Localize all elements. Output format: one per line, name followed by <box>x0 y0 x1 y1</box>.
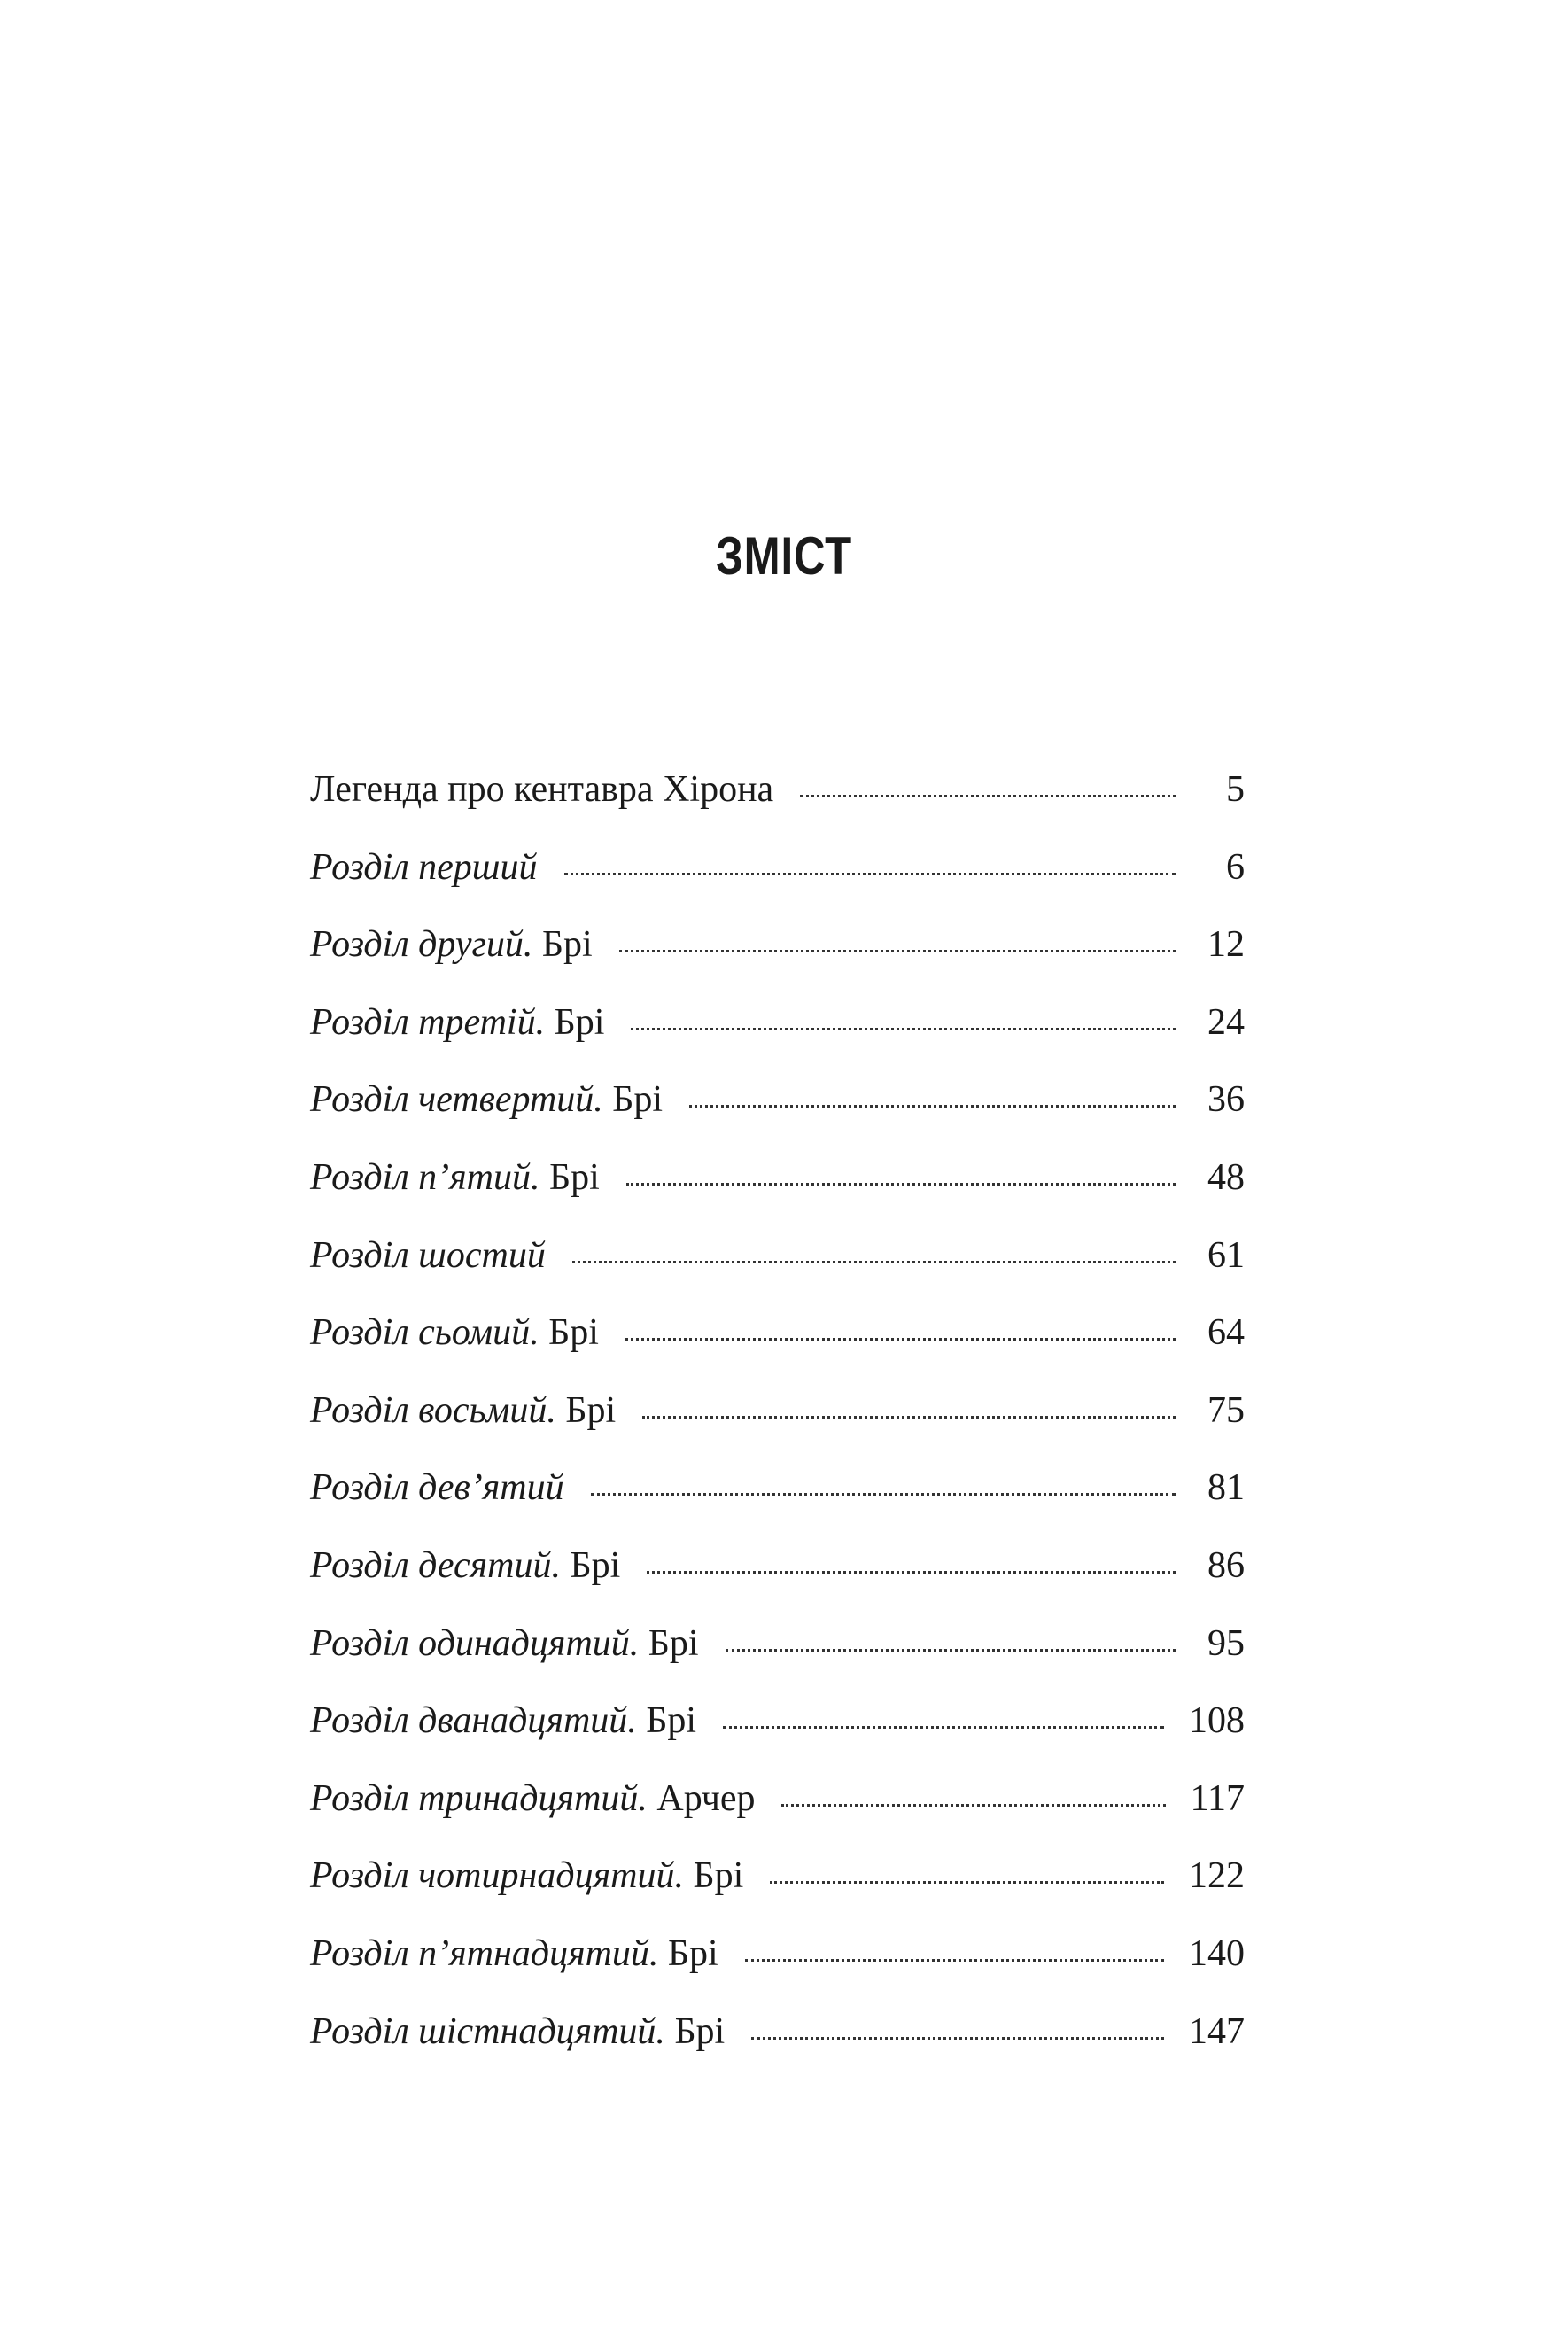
toc-entry-text: Брі <box>539 1156 600 1198</box>
toc-page-number: 5 <box>1226 769 1245 810</box>
dot-leader <box>745 1959 1164 1962</box>
toc-entry-text: Арчер <box>647 1777 756 1819</box>
toc-entry-label <box>310 1389 617 1431</box>
toc-entry-italic: Розділ тринадцятий. <box>310 1777 648 1819</box>
toc-page-number: 48 <box>1207 1156 1245 1198</box>
toc-entry[interactable] <box>310 1314 1245 1392</box>
toc-entry-text: Брі <box>545 1001 605 1043</box>
toc-entry-label <box>310 924 593 966</box>
dot-leader <box>625 1338 1176 1341</box>
dot-leader <box>572 1261 1176 1263</box>
toc-entry-label <box>310 1467 564 1509</box>
toc-entry-italic: Розділ восьмий. <box>310 1389 556 1431</box>
dot-leader <box>723 1726 1164 1729</box>
toc-entry-italic: Розділ п’ятнадцятий. <box>310 1932 659 1974</box>
toc-page-number: 24 <box>1207 1001 1245 1043</box>
toc-page-number: 147 <box>1189 2010 1245 2052</box>
toc-page-number: 86 <box>1207 1544 1245 1586</box>
toc-page-number: 95 <box>1207 1622 1245 1664</box>
toc-entry-text: Легенда про кентавра Хірона <box>310 769 774 810</box>
toc-entry-text: Брі <box>532 924 593 966</box>
toc-entry-label <box>310 771 773 808</box>
toc-entry-italic: Розділ третій. <box>310 1001 546 1043</box>
toc-entry[interactable] <box>310 1702 1245 1780</box>
toc-entry-italic: Розділ десятий. <box>310 1544 561 1586</box>
toc-page-number: 61 <box>1207 1234 1245 1276</box>
dot-leader <box>626 1183 1176 1186</box>
toc-entry-label <box>310 1234 546 1276</box>
toc-entry[interactable] <box>310 926 1245 1004</box>
toc-entry[interactable] <box>310 1234 1245 1315</box>
toc-entry-label <box>310 2010 726 2052</box>
toc-entry-text: Брі <box>664 2010 726 2052</box>
toc-entry-italic: Розділ перший <box>310 846 538 888</box>
dot-leader <box>726 1649 1176 1652</box>
toc-entry-italic: Розділ чотирнадцятий. <box>310 1855 684 1897</box>
toc-entry-italic: Розділ сьомий. <box>310 1312 539 1354</box>
toc-entry-italic: Розділ шістнадцятий. <box>310 2010 665 2052</box>
dot-leader <box>564 873 1176 875</box>
toc-entry-label <box>310 1001 605 1043</box>
toc-entry-italic: Розділ четвертий. <box>310 1079 603 1121</box>
toc-entry-text: Брі <box>683 1855 744 1897</box>
toc-entry-text: Брі <box>561 1544 621 1586</box>
toc-page-number: 108 <box>1189 1700 1245 1742</box>
dot-leader <box>800 795 1176 797</box>
toc-entry[interactable] <box>310 771 1245 849</box>
toc-page-number: 75 <box>1207 1389 1245 1431</box>
toc-entry[interactable] <box>310 1469 1245 1547</box>
toc-entry-label <box>310 1700 697 1742</box>
toc-entry[interactable] <box>310 1622 1245 1703</box>
dot-leader <box>591 1493 1176 1496</box>
dot-leader <box>619 950 1176 952</box>
dot-leader <box>642 1416 1176 1419</box>
toc-entry-label <box>310 1156 600 1198</box>
toc-entry[interactable] <box>310 1001 1245 1082</box>
toc-entry-label <box>310 846 538 888</box>
toc-entry[interactable] <box>310 1156 1245 1237</box>
toc-entry[interactable] <box>310 1857 1245 1935</box>
toc-page-number: 81 <box>1207 1467 1245 1509</box>
toc-entry-label <box>310 1312 599 1354</box>
toc-entry-italic: Розділ п’ятий. <box>310 1156 540 1198</box>
table-of-contents <box>310 771 1245 2090</box>
page-title: ЗМІСТ <box>716 526 852 586</box>
toc-entry-label <box>310 1544 621 1586</box>
toc-page-number: 117 <box>1190 1777 1245 1819</box>
toc-entry-label <box>310 1777 756 1819</box>
toc-entry-text: Брі <box>639 1622 699 1664</box>
toc-entry-italic: Розділ дев’ятий <box>310 1467 564 1509</box>
dot-leader <box>751 2037 1164 2040</box>
toc-entry-italic: Розділ другий. <box>310 924 533 966</box>
toc-entry-label <box>310 1079 664 1121</box>
dot-leader <box>647 1571 1176 1574</box>
toc-entry[interactable] <box>310 1777 1245 1858</box>
toc-entry-text: Брі <box>658 1932 718 1974</box>
toc-page-number: 64 <box>1207 1312 1245 1354</box>
toc-page-number: 140 <box>1189 1932 1245 1974</box>
dot-leader <box>631 1028 1176 1030</box>
toc-page-number: 12 <box>1207 924 1245 966</box>
toc-entry-italic: Розділ шостий <box>310 1234 546 1276</box>
toc-page-number: 6 <box>1226 846 1245 888</box>
toc-entry-label <box>310 1622 699 1664</box>
toc-entry-text: Брі <box>602 1079 664 1121</box>
toc-entry[interactable] <box>310 2010 1245 2091</box>
toc-entry-label <box>310 1932 718 1974</box>
toc-entry[interactable] <box>310 1389 1245 1470</box>
toc-entry-text: Брі <box>636 1700 697 1742</box>
toc-entry-italic: Розділ дванадцятий. <box>310 1700 637 1742</box>
toc-entry[interactable] <box>310 1081 1245 1159</box>
toc-entry[interactable] <box>310 846 1245 927</box>
toc-entry-text: Брі <box>539 1312 599 1354</box>
toc-entry-text: Брі <box>555 1389 617 1431</box>
toc-entry[interactable] <box>310 1544 1245 1625</box>
dot-leader <box>770 1881 1164 1884</box>
toc-entry[interactable] <box>310 1932 1245 2013</box>
toc-page-number: 36 <box>1207 1079 1245 1121</box>
dot-leader <box>689 1105 1176 1108</box>
toc-entry-label <box>310 1855 744 1897</box>
toc-entry-italic: Розділ одинадцятий. <box>310 1622 640 1664</box>
toc-page-number: 122 <box>1189 1855 1245 1897</box>
dot-leader <box>781 1804 1165 1807</box>
